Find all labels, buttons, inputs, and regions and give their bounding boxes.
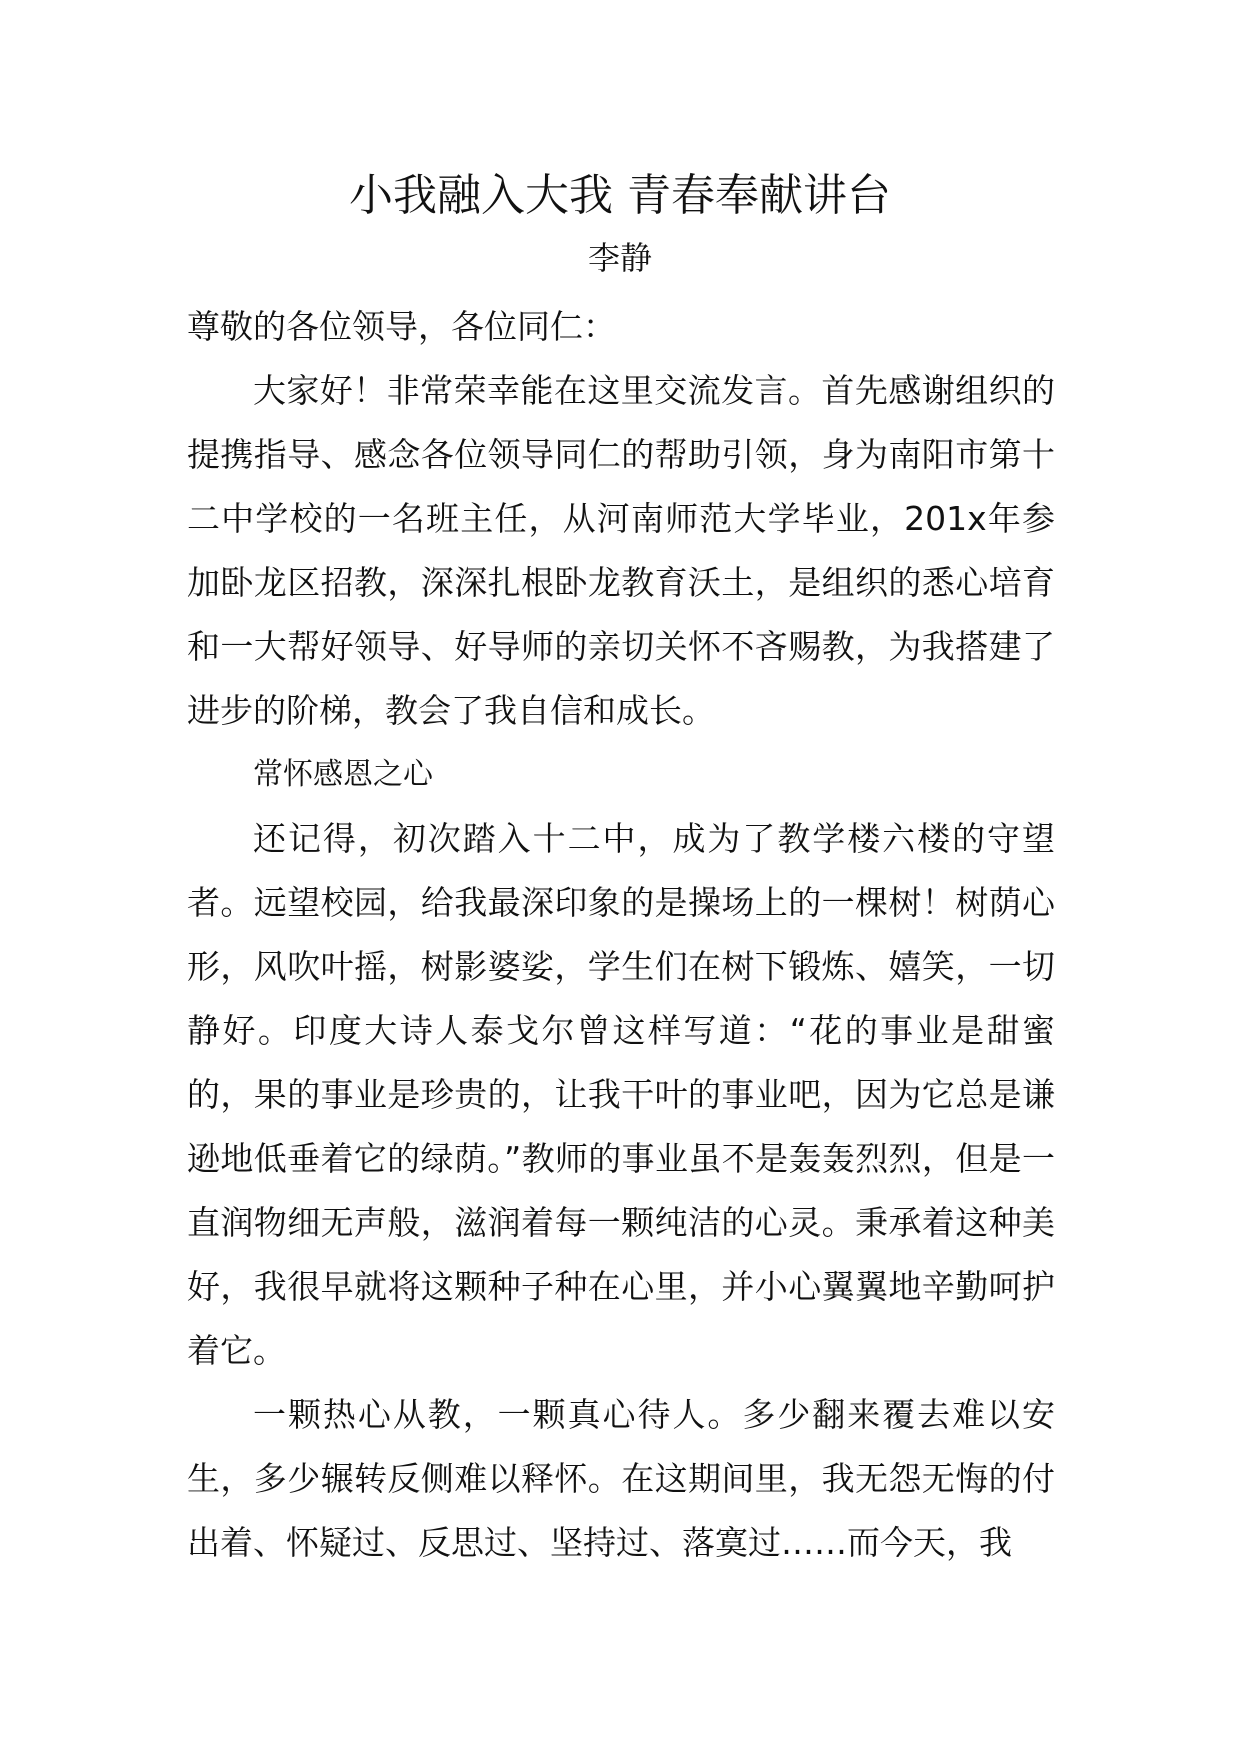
document-body — [187, 295, 1055, 1575]
paragraph-devotion: 一颗热心从教，一颗真心待人。多少翻来覆去难以安生，多少辗转反侧难以释怀。在这期间里，我无怨无悔的付出着、怀疑过、反思过、坚持过、落寞过……而今天，我 — [187, 1395, 1055, 1562]
salutation: 尊敬的各位领导，各位同仁： — [187, 307, 616, 346]
paragraph-memory: 还记得，初次踏入十二中，成为了教学楼六楼的守望者。远望校园，给我最深印象的是操场上的一棵树！树荫心形，风吹叶摇，树影婆娑，学生们在树下锻炼、嬉笑，一切静好。印度大诗人泰戈尔曾这样写道：“花的事业是甜蜜的，果的事业是珍贵的，让我干叶的事业吧，因为它总是谦逊地低垂着它的绿荫。”教师的事业虽不是轰轰烈烈，但是一直润物细无声般，滋润着每一颗纯洁的心灵。秉承着这种美好，我很早就将这颗种子种在心里，并小心翼翼地辛勤呵护着它。 — [187, 819, 1055, 1370]
author-name: 李静 — [587, 239, 652, 277]
document-title: 小我融入大我 青春奉献讲台 — [349, 170, 891, 221]
paragraph-intro: 大家好！非常荣幸能在这里交流发言。首先感谢组织的提携指导、感念各位领导同仁的帮助引领，身为南阳市第十二中学校的一名班主任，从河南师范大学毕业，201x年参加卧龙区招教，深深扎根卧龙教育沃土，是组织的悉心培育和一大帮好领导、好导师的亲切关怀不吝赐教，为我搭建了进步的阶梯，教会了我自信和成长。 — [187, 371, 1055, 730]
section-heading: 常怀感恩之心 — [253, 757, 433, 792]
